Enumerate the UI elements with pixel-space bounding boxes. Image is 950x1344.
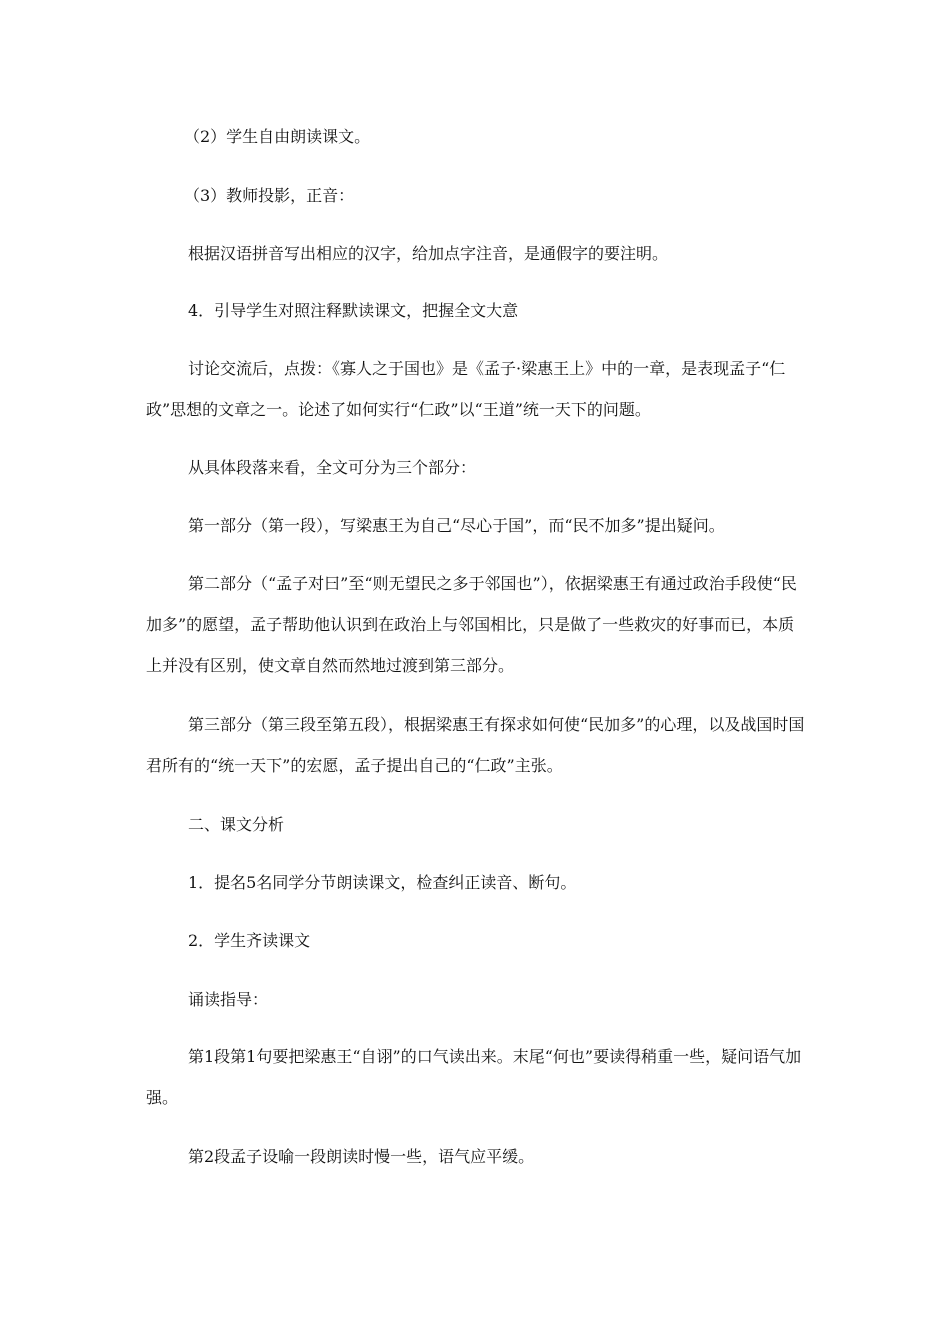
paragraph-part-one: 第一部分（第一段），写梁惠王为自己“尽心于国”，而“民不加多”提出疑问。 — [188, 516, 725, 535]
paragraph-structure-intro: 从具体段落来看，全文可分为三个部分： — [188, 458, 477, 477]
paragraph-pinyin-task: 根据汉语拼音写出相应的汉字，给加点字注音，是通假字的要注明。 — [188, 244, 669, 263]
paragraph-teacher-projection: （3）教师投影，正音： — [184, 186, 355, 205]
paragraph-step-4: 4．引导学生对照注释默读课文，把握全文大意 — [188, 301, 519, 320]
paragraph-part-three: 第三部分（第三段至第五段），根据梁惠王有探求如何使“民加多”的心理，以及战国时国君所有的“统一天下”的宏愿，孟子提出自己的“仁政”主张。 — [146, 715, 805, 775]
paragraph-step-2: 2．学生齐读课文 — [188, 931, 311, 950]
paragraph-step-1: 1．提名5名同学分节朗读课文，检查纠正读音、断句。 — [188, 873, 577, 892]
paragraph-part-two: 第二部分（“孟子对曰”至“则无望民之多于邻国也”），依据梁惠王有通过政治手段使“民加多”的愿望，孟子帮助他认识到在政治上与邻国相比，只是做了一些救灾的好事而已，本质上并没有区别，使文章自然而然地过渡到第三部分。 — [146, 574, 797, 675]
paragraph-guidance-2: 第2段孟子设喻一段朗读时慢一些，语气应平缓。 — [188, 1147, 535, 1166]
paragraph-discussion: 讨论交流后，点拨：《寡人之于国也》是《孟子·梁惠王上》中的一章，是表现孟子“仁政”思想的文章之一。论述了如何实行“仁政”以“王道”统一天下的问题。 — [146, 359, 786, 419]
paragraph-reading-guidance: 诵读指导： — [188, 990, 269, 1009]
section-heading-text-analysis: 二、课文分析 — [188, 815, 285, 834]
paragraph-guidance-1: 第1段第1句要把梁惠王“自诩”的口气读出来。末尾“何也”要读得稍重一些，疑问语气加强。 — [146, 1047, 802, 1107]
paragraph-student-reading: （2）学生自由朗读课文。 — [184, 127, 371, 146]
